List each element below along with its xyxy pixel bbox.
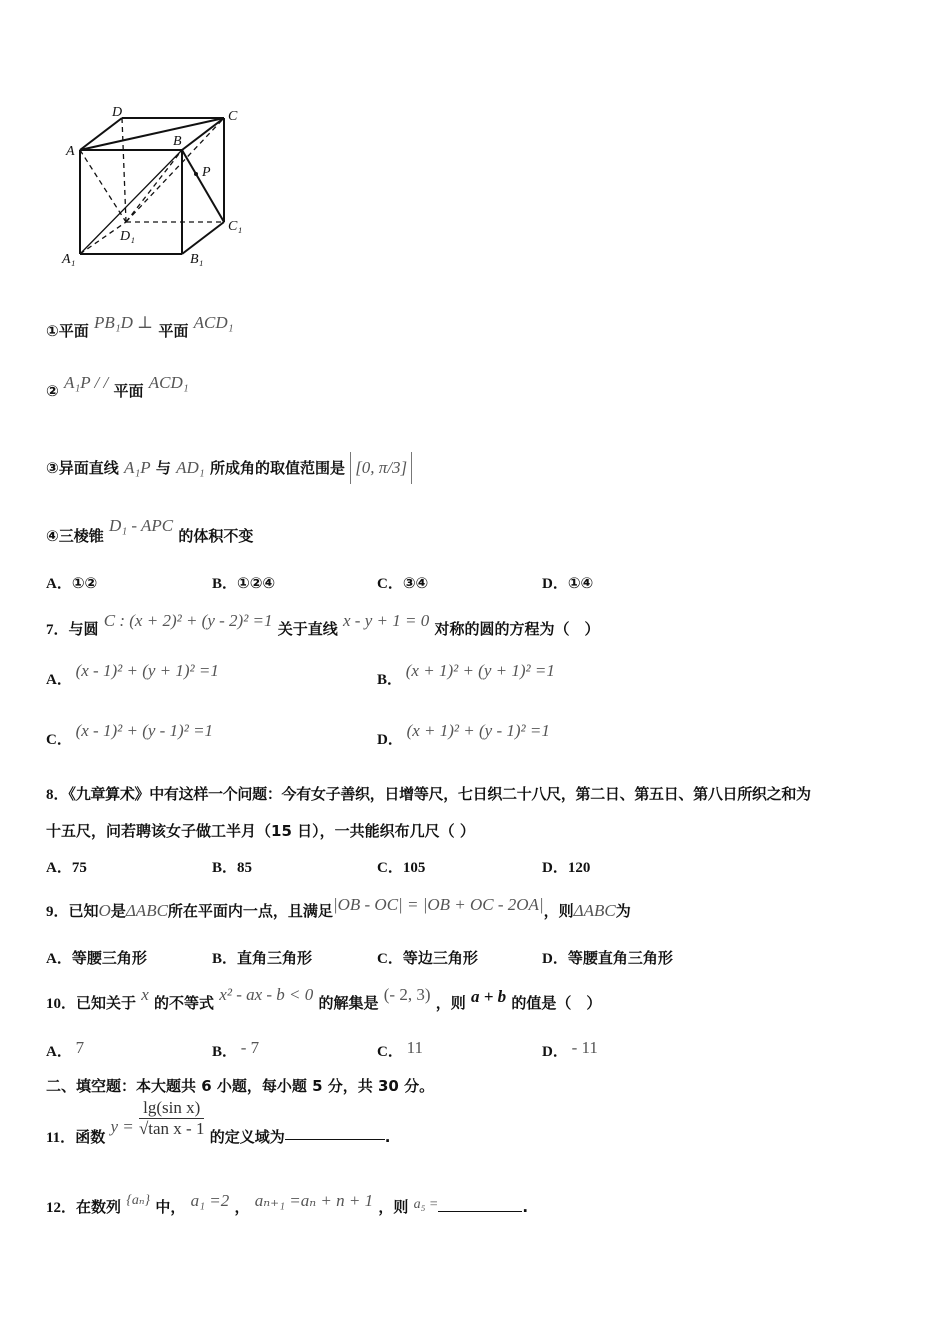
edge-A-D1 bbox=[80, 150, 126, 222]
edge-B-C1 bbox=[182, 150, 224, 222]
q10-option-a: A． 7 bbox=[46, 1038, 85, 1060]
label-C1: C₁ bbox=[228, 219, 243, 234]
label-C: C bbox=[228, 109, 238, 124]
q7-option-c: C． (x - 1)² + (y - 1)² =1 bbox=[46, 721, 214, 748]
q6-option-a: A．①② bbox=[46, 574, 98, 592]
q9-option-b: B．直角三角形 bbox=[212, 949, 313, 967]
q10-option-d: D． - 11 bbox=[542, 1038, 598, 1060]
label-B: B bbox=[173, 134, 182, 149]
edge-B1-C1 bbox=[182, 222, 224, 254]
q10-option-c: C． 11 bbox=[377, 1038, 423, 1060]
question-10: 10．已知关于 x 的不等式 x² - ax - b < 0 的解集是 (- 2, 3) ，则 a + b 的值是（ ） bbox=[46, 985, 602, 1012]
statement-marker: ④ bbox=[46, 527, 59, 545]
statement-marker: ② bbox=[46, 382, 59, 400]
q9-option-a: A．等腰三角形 bbox=[46, 949, 147, 967]
question-9: 9．已知O是ΔABC所在平面内一点，且满足|OB - OC| = |OB + OC - 2OA|，则ΔABC为 bbox=[46, 895, 631, 920]
label-D: D bbox=[112, 105, 123, 120]
label-A: A bbox=[66, 144, 75, 159]
statement-4: ④三棱锥 D₁ - APC 的体积不变 bbox=[46, 516, 254, 545]
section-2-title: 二、填空题：本大题共 6 小题，每小题 5 分，共 30 分。 bbox=[46, 1077, 435, 1095]
edge-D-D1 bbox=[122, 118, 126, 222]
question-12: 12．在数列 {aₙ} 中， a₁ =2 ， aₙ₊₁ =aₙ + n + 1 ，则 a₅ = . bbox=[46, 1191, 529, 1216]
q8-option-c: C．105 bbox=[377, 860, 426, 876]
point-P bbox=[194, 172, 198, 176]
q6-option-d: D．①④ bbox=[542, 574, 594, 592]
statement-1: ①平面 PB₁D ⊥ 平面 ACD₁ bbox=[46, 313, 234, 340]
label-D1: D₁ bbox=[120, 229, 135, 244]
cube-figure bbox=[40, 100, 260, 270]
fraction-denominator: √tan x - 1 bbox=[138, 1119, 205, 1138]
statement-2: ② A₁P / / 平面 ACD₁ bbox=[46, 373, 189, 400]
statement-marker: ③ bbox=[46, 459, 59, 477]
question-11: 11．函数 y = $\frac{\text{lg(sin x)}}{\text{√tan x - 1}}$ 的定义域为 . bbox=[46, 1098, 391, 1146]
q8-option-b: B．85 bbox=[212, 860, 253, 876]
label-P: P bbox=[202, 165, 211, 180]
q8-option-d: D．120 bbox=[542, 860, 591, 876]
question-7: 7．与圆 C : (x + 2)² + (y - 2)² =1 关于直线 x - y + 1 = 0 对称的圆的方程为（ ） bbox=[46, 611, 600, 638]
q9-option-c: C．等边三角形 bbox=[377, 949, 478, 967]
label-A1: A₁ bbox=[62, 252, 76, 267]
question-8-line-1: 8．《九章算术》中有这样一个问题：今有女子善织，日增等尺，七日织二十八尺，第二日、第五日、第八日所织之和为 bbox=[46, 785, 811, 803]
edge-D1-B bbox=[126, 150, 182, 222]
fraction-numerator: lg(sin x) bbox=[139, 1098, 205, 1119]
range-interval: [0, π/3] bbox=[350, 452, 412, 484]
question-8-line-2: 十五尺，问若聘该女子做工半月（15 日），一共能织布几尺（ ） bbox=[46, 822, 475, 840]
q6-option-c: C．③④ bbox=[377, 574, 429, 592]
q8-option-a: A．75 bbox=[46, 860, 87, 876]
label-B1: B₁ bbox=[190, 252, 204, 267]
q7-option-b: B． (x + 1)² + (y + 1)² =1 bbox=[377, 661, 555, 688]
q7-option-a: A． (x - 1)² + (y + 1)² =1 bbox=[46, 661, 219, 688]
q10-option-b: B． - 7 bbox=[212, 1038, 260, 1060]
answer-blank-11[interactable] bbox=[285, 1125, 385, 1140]
answer-blank-12[interactable] bbox=[438, 1197, 522, 1212]
q7-option-d: D． (x + 1)² + (y - 1)² =1 bbox=[377, 721, 550, 748]
fraction bbox=[139, 1098, 205, 1139]
statement-3: ③异面直线 A₁P 与 AD₁ 所成角的取值范围是 [0, π/3] bbox=[46, 452, 412, 484]
statement-marker: ① bbox=[46, 322, 59, 340]
q9-option-d: D．等腰直角三角形 bbox=[542, 949, 673, 967]
q6-option-b: B．①②④ bbox=[212, 574, 276, 592]
